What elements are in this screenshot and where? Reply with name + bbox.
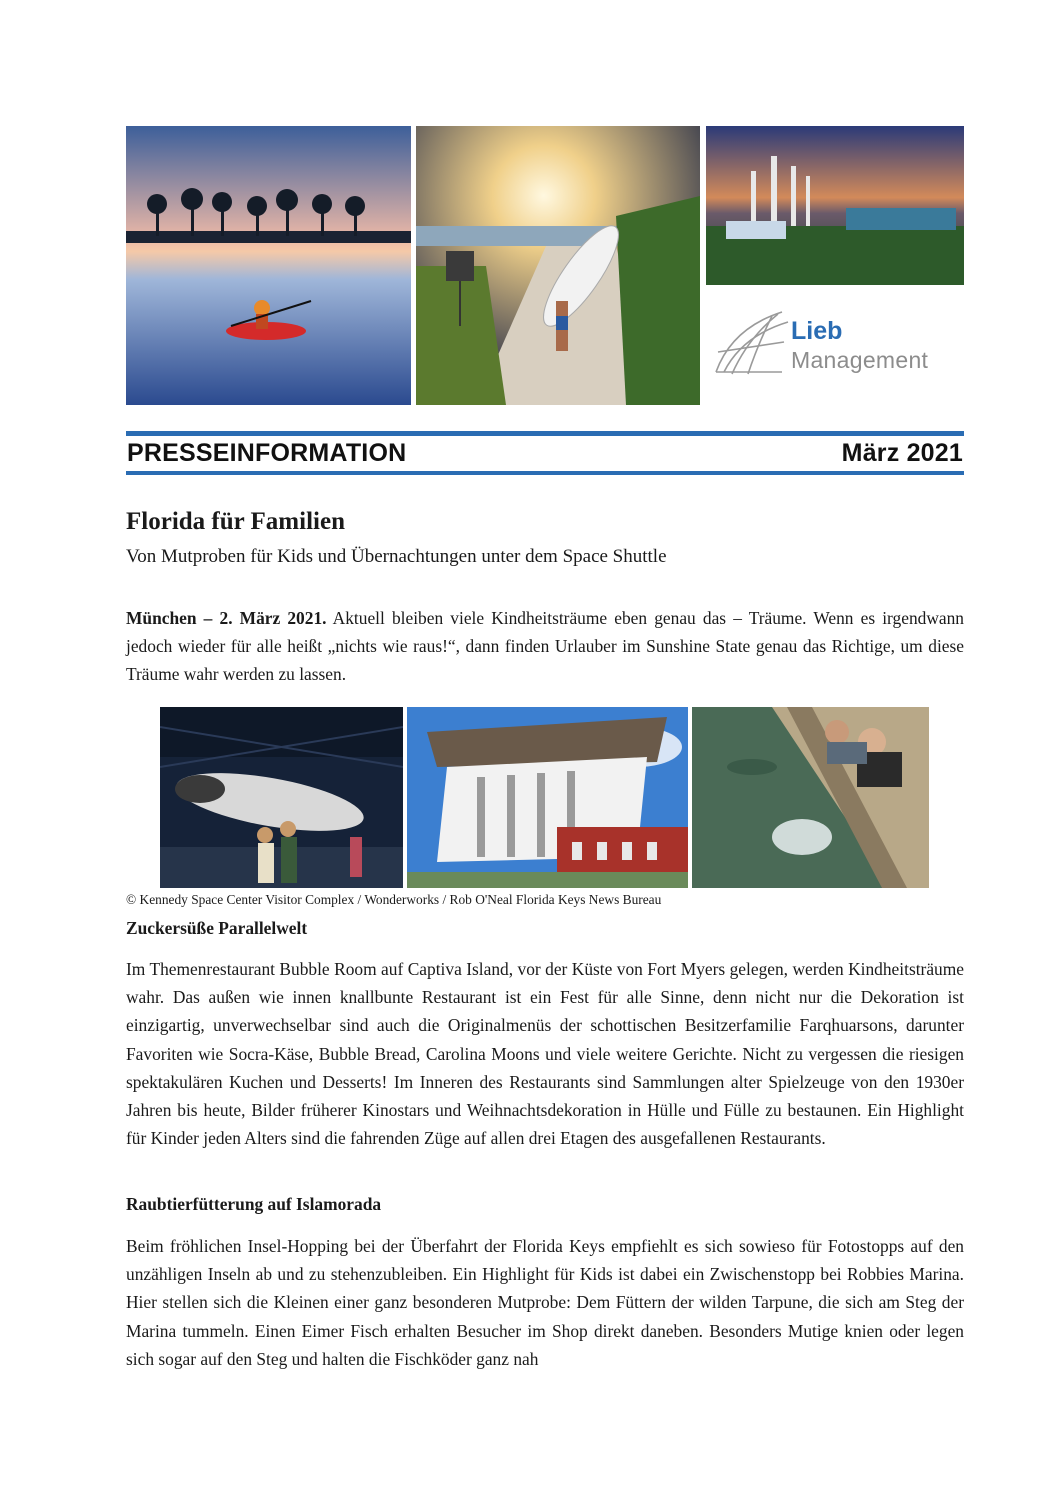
logo-text-lieb: Lieb [791, 317, 843, 345]
globe-icon [712, 308, 792, 378]
tarpon-feeding-photo [692, 707, 929, 888]
press-label: PRESSEINFORMATION [127, 439, 407, 467]
photo-caption: © Kennedy Space Center Visitor Complex / Wonderworks / Rob O'Neal Florida Keys News Bureau [126, 892, 662, 907]
intro-paragraph [126, 604, 964, 689]
lieb-management-logo [712, 308, 962, 378]
section2-paragraph: Beim fröhlichen Insel-Hopping bei der Überfahrt der Florida Keys empfiehlt es sich sowieso für Fotostopps auf den unzähligen Inseln ab und zu stehenzubleiben. Ein Highlight für Kids ist dabei ein Zwischenstopp bei Robbies Marina. Hier stellen sich die Kleinen einer ganz besonderen Mutprobe: Dem Füttern der wilden Tarpune, die sich am Steg der Marina tummeln. Einen Eimer Fisch erhalten Besucher im Shop direkt daneben. Besonders Mutige knien oder legen sich sogar auf den Steg und halten die Fischköder ganz nah [126, 1236, 964, 1369]
kennedy-space-center-photo [706, 126, 964, 285]
article-title: Florida für Familien [126, 508, 345, 535]
press-date: März 2021 [841, 439, 963, 467]
section1-heading: Zuckersüße Parallelwelt [126, 918, 308, 938]
logo-text-management: Management [791, 347, 929, 373]
header-rule-bottom [126, 471, 964, 475]
kayak-sunset-photo [126, 126, 411, 405]
intro-text: Aktuell bleiben viele Kindheitsträume eben genau das – Träume. Wenn es irgendwann jedoch wieder für alle heißt „nichts wie raus!“, dann finden Urlauber im Sunshine State genau das Richtige, um diese Träume wahr werden zu lassen. [126, 608, 964, 685]
section1-paragraph: Im Themenrestaurant Bubble Room auf Captiva Island, vor der Küste von Fort Myers gelegen, werden Kindheitsträume wahr. Das außen wie innen knallbunte Restaurant ist ein Fest für alle Sinne, denn nicht nur die Dekoration ist einzigartig, unverwechselbar sind auch die Originalmenüs der schottischen Besitzerfamilie Farqhuarsons, darunter Favoriten wie Socra-Käse, Bubble Bread, Carolina Moons und viele weitere Gerichte. Nicht zu vergessen die riesigen spektakulären Kuchen und Desserts! Im Inneren des Restaurants sind Sammlungen alter Spielzeuge von den 1930er Jahren bis heute, Bilder früherer Kinostars und Weihnachtsdekoration in Hülle und Fülle zu bestaunen. Ein Highlight für Kinder jeden Alters sind die fahrenden Züge auf allen drei Etagen des ausgefallenen Restaurants. [126, 959, 964, 1149]
wonderworks-upside-down-photo [407, 707, 688, 888]
header-rule-top [126, 431, 964, 436]
surfer-beach-photo [416, 126, 700, 405]
intro-lead: München – 2. März 2021. [126, 608, 327, 628]
article-subtitle: Von Mutproben für Kids und Übernachtungen unter dem Space Shuttle [126, 546, 667, 567]
section2-heading: Raubtierfütterung auf Islamorada [126, 1194, 382, 1214]
space-shuttle-exhibit-photo [160, 707, 403, 888]
